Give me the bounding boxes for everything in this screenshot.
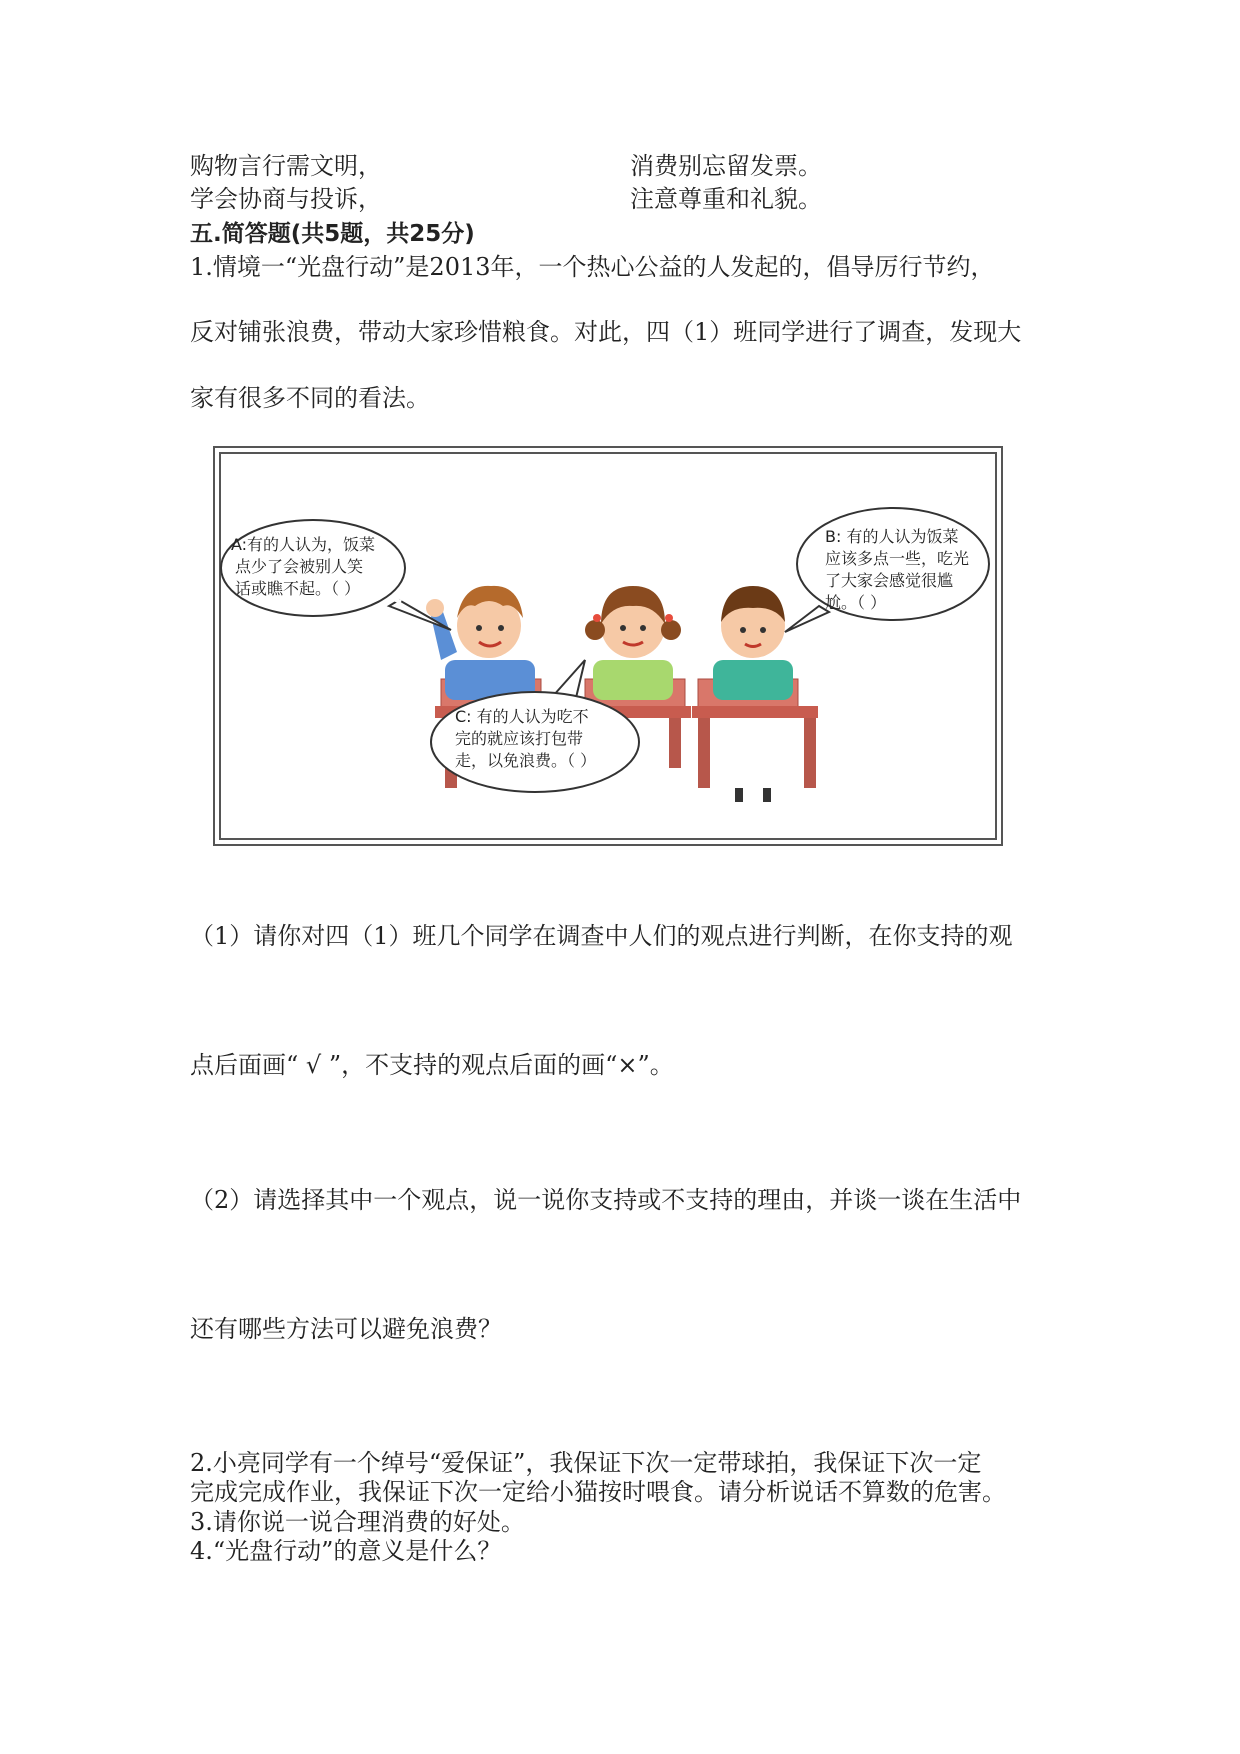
intro-line-2-left: 学会协商与投诉， (190, 185, 382, 213)
q1-sub2-line-2: 还有哪些方法可以避免浪费？ (190, 1315, 502, 1343)
section-heading: 五.简答题(共5题，共25分) (190, 221, 475, 247)
q1-line-3: 家有很多不同的看法。 (190, 384, 430, 412)
bubble-b-line-3: 了大家会感觉很尴 (825, 571, 954, 590)
q1-line-2: 反对铺张浪费，带动大家珍惜粮食。对此，四（1）班同学进行了调查，发现大 (190, 318, 1022, 346)
intro-line-2 (190, 183, 822, 215)
q2-line-2: 完成完成作业，我保证下次一定给小猫按时喂食。请分析说话不算数的危害。 (190, 1478, 1006, 1506)
q1-sub1-line-2: 点后面画“ √ ”，不支持的观点后面的画“×”。 (190, 1051, 674, 1079)
bubble-c-line-3: 走，以免浪费。（ ） (455, 751, 597, 770)
q2-line-1: 2.小亮同学有一个绰号“爱保证”，我保证下次一定带球拍，我保证下次一定 (190, 1449, 982, 1477)
intro-line-1 (190, 150, 822, 182)
q1-sub2-line-1: （2）请选择其中一个观点，说一说你支持或不支持的理由，并谈一谈在生活中 (190, 1186, 1022, 1214)
illustration-svg (213, 446, 1003, 846)
q1-sub1-line-1: （1）请你对四（1）班几个同学在调查中人们的观点进行判断，在你支持的观 (190, 922, 1013, 950)
bubble-a-line-1: A:有的人认为，饭菜 (231, 535, 376, 554)
q4-text: 4.“光盘行动”的意义是什么？ (190, 1537, 502, 1565)
intro-line-1-right: 消费别忘留发票。 (630, 152, 822, 180)
bubble-c-line-1: C: 有的人认为吃不 (455, 707, 589, 726)
bubble-b-line-1: B: 有的人认为饭菜 (825, 527, 959, 546)
intro-line-1-left: 购物言行需文明， (190, 152, 382, 180)
intro-line-2-right: 注意尊重和礼貌。 (630, 185, 822, 213)
bubble-b-line-4: 尬。（ ） (825, 593, 887, 612)
bubble-b-line-2: 应该多点一些，吃光 (825, 549, 970, 568)
frame-outer (214, 447, 1002, 845)
q3-text: 3.请你说一说合理消费的好处。 (190, 1508, 525, 1536)
bubble-c-line-2: 完的就应该打包带 (455, 729, 584, 748)
q1-line-1: 1.情境一“光盘行动”是2013年，一个热心公益的人发起的，倡导厉行节约， (190, 253, 995, 281)
bubble-a-line-3: 话或瞧不起。（ ） (235, 579, 361, 598)
bubble-a-line-2: 点少了会被别人笑 (235, 557, 364, 576)
survey-illustration (213, 446, 1003, 846)
